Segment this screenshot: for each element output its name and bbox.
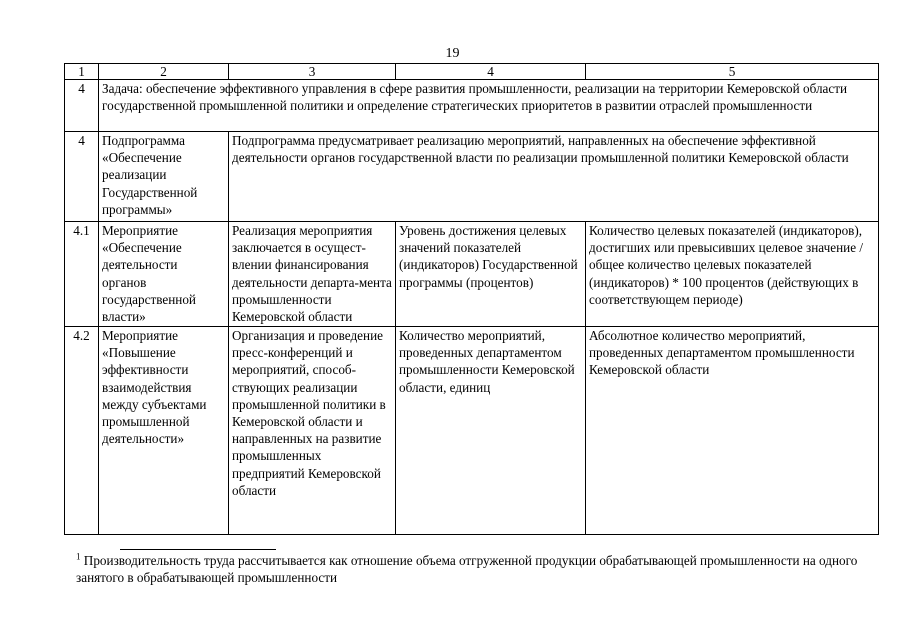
program-table: [64, 63, 879, 535]
measure-name: Мероприятие «Обеспечение деятельности органов государственной власти»: [99, 222, 229, 327]
footnote-marker: 1: [76, 551, 81, 562]
subprogram-name: Подпрограмма «Обеспечение реализации Государственной программы»: [99, 132, 229, 222]
footnote-separator: [120, 549, 276, 550]
task-description: Задача: обеспечение эффективного управления в сфере развития промышленности, реализации на территории Кемеровской области государственной промышленной политики и определение стратегических приоритетов в развитии отраслей промышленности: [99, 80, 879, 132]
measure-name: Мероприятие «Повышение эффективности взаимодействия между субъектами промышленной деятельности»: [99, 327, 229, 535]
measure-calculation-method: Количество целевых показателей (индикаторов), достигших или превысивших целевое значение / общее количество целевых показателей (индикаторов) * 100 процентов (действующих в соответствующем периоде): [586, 222, 879, 327]
measure-indicator: Количество мероприятий, проведенных департаментом промышленности Кемеровской области, единиц: [396, 327, 586, 535]
measure-content: Реализация мероприятия заключается в осущест-влении финансирования деятельности департа-мента промышленности Кемеровской области: [229, 222, 396, 327]
column-number-1: 1: [65, 64, 99, 80]
column-number-5: 5: [586, 64, 879, 80]
table-row-measure-4-1: [65, 222, 879, 327]
column-number-4: 4: [396, 64, 586, 80]
measure-calculation-method: Абсолютное количество мероприятий, проведенных департаментом промышленности Кемеровской области: [586, 327, 879, 535]
column-number-2: 2: [99, 64, 229, 80]
table-header-row: [65, 64, 879, 80]
row-number: 4.1: [65, 222, 99, 327]
table-row-measure-4-2: [65, 327, 879, 535]
table-row-task: [65, 80, 879, 132]
subprogram-description: Подпрограмма предусматривает реализацию мероприятий, направленных на обеспечение эффективной деятельности органов государственной власти по реализации промышленной политики Кемеровской области: [229, 132, 879, 222]
measure-content: Организация и проведение пресс-конференций и мероприятий, способ-ствующих реализации промышленной политики в Кемеровской области и направленных на развитие промышленных предприятий Кемеровской области: [229, 327, 396, 535]
footnote: [76, 552, 866, 586]
table-row-subprogram: [65, 132, 879, 222]
row-number: 4: [65, 132, 99, 222]
row-number: 4.2: [65, 327, 99, 535]
measure-indicator: Уровень достижения целевых значений показателей (индикаторов) Государственной программы (процентов): [396, 222, 586, 327]
column-number-3: 3: [229, 64, 396, 80]
page-number: 19: [445, 46, 460, 61]
footnote-text: Производительность труда рассчитывается как отношение объема отгруженной продукции обрабатывающей промышленности на одного занятого в обрабатывающей промышленности: [76, 553, 858, 585]
row-number: 4: [65, 80, 99, 132]
